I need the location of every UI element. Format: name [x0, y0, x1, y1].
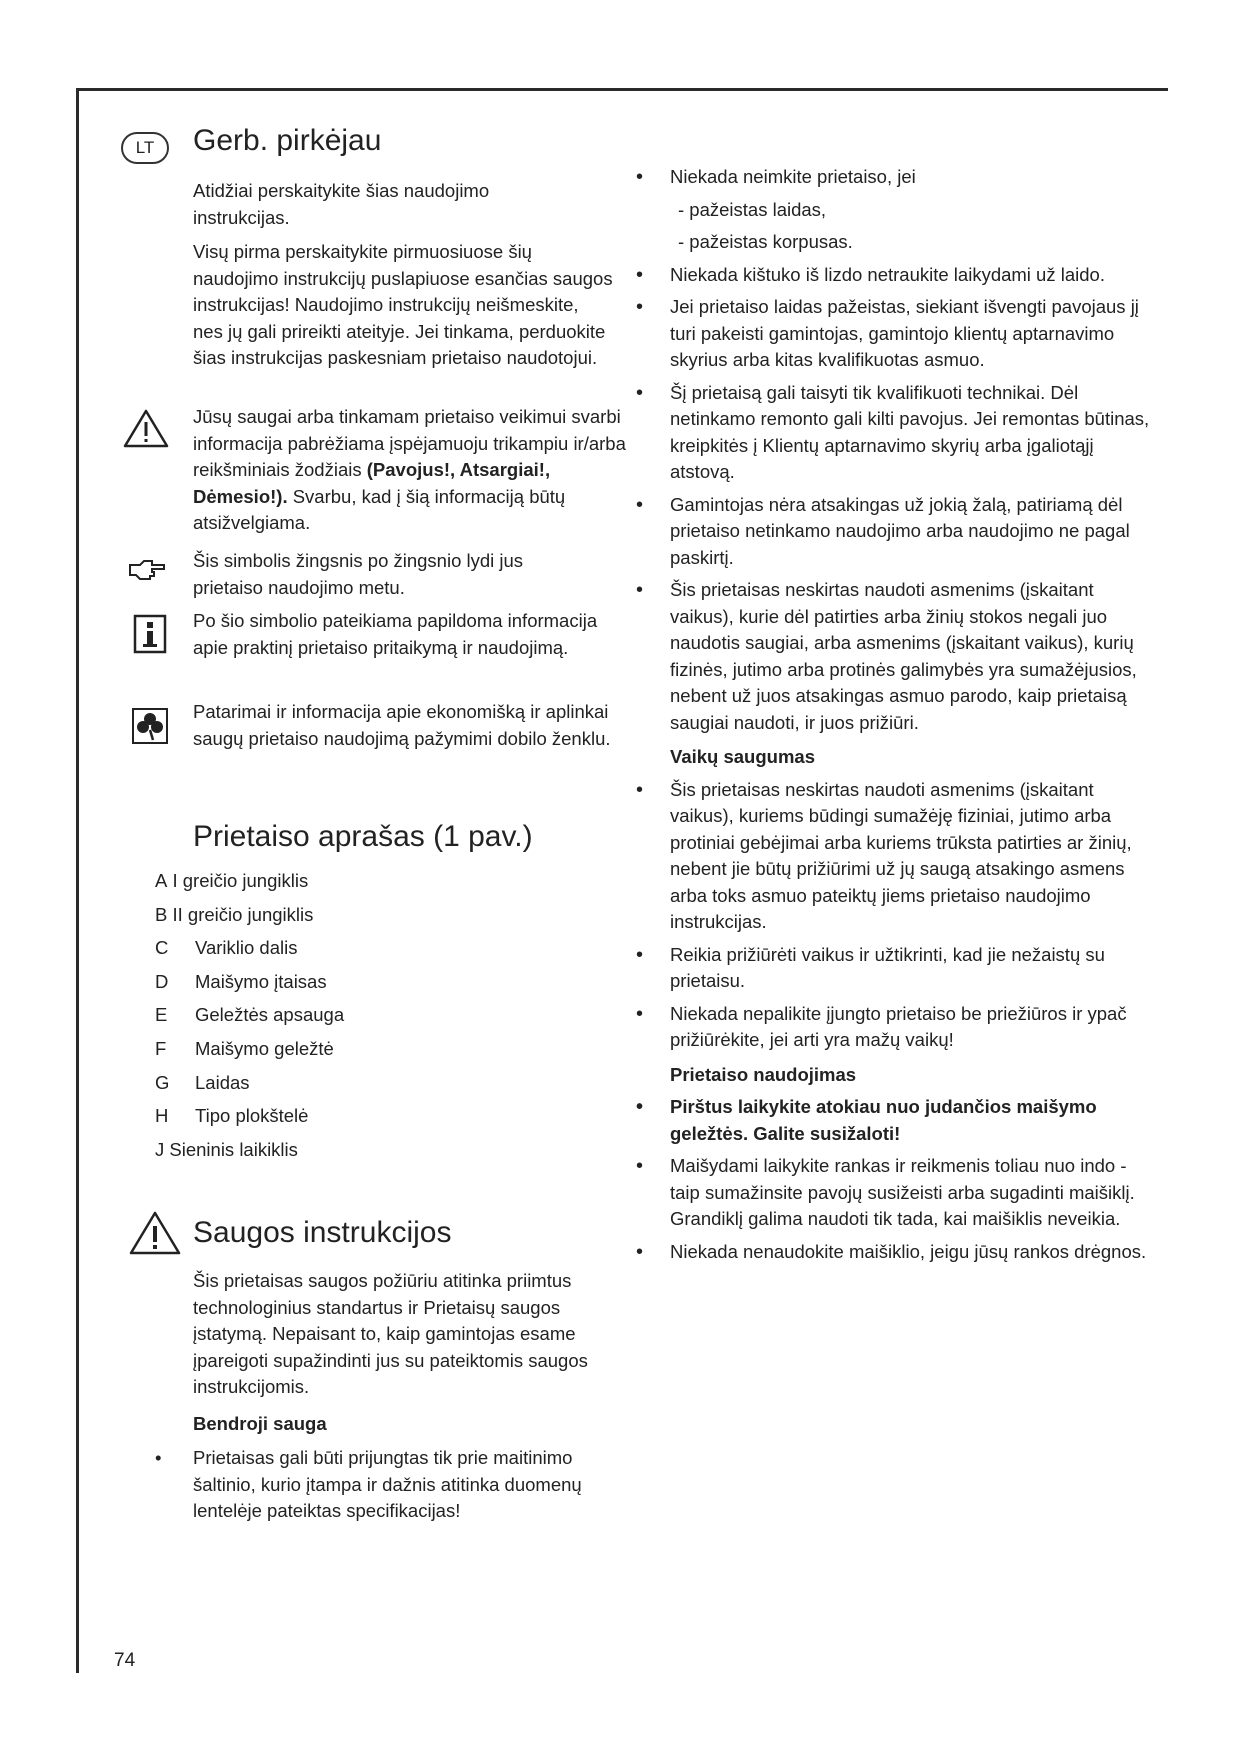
bullet-dot: • — [636, 1002, 644, 1025]
part-letter: H — [155, 1105, 169, 1127]
part-label: Laidas — [195, 1071, 250, 1093]
bullet-dot: • — [636, 579, 644, 601]
bullet-item — [636, 777, 1150, 936]
part-label: Tipo plokštelė — [195, 1105, 309, 1127]
part-letter: C — [155, 937, 169, 959]
part-label: II greičio jungiklis — [172, 903, 314, 925]
bullet-text: Šis prietaisas neskirtas naudoti asmenims (įskaitant vaikus), kuriems būdingi sumažėję fiziniai, jutimo arba protiniai gebėjimai arba kuriems trūksta patirties ar žinių, nebent jie būtų prižiūrimi už jų saugą atsakingo asmens arba toks asmuo pateiktų jiems prietaiso naudojimo instrukcijas. — [670, 778, 1132, 932]
bullet-item — [636, 1001, 1150, 1054]
part-label: Maišymo geležtė — [195, 1037, 334, 1059]
bullet-dot: • — [636, 263, 644, 286]
bullet-text: Niekada neimkite prietaiso, jei — [670, 166, 916, 187]
section-title-description: Prietaiso aprašas (1 pav.) — [193, 820, 533, 853]
bullet-text: Niekada kištuko iš lizdo netraukite laikydami už laido. — [670, 263, 1105, 285]
part-row-d — [155, 971, 535, 1005]
bullet-text: Niekada nenaudokite maišiklio, jeigu jūsų rankos drėgnos. — [670, 1240, 1147, 1262]
bullet-dot: • — [636, 493, 644, 516]
bullet-dot: • — [636, 778, 644, 801]
bullet-dot: • — [636, 1240, 644, 1263]
part-row-c — [155, 937, 535, 971]
bullet-item — [636, 1094, 1150, 1147]
bullet-item — [636, 492, 1150, 572]
bullet-text: Pirštus laikykite atokiau nuo judančios maišymo geležtės. Galite susižaloti! — [670, 1096, 1097, 1144]
parts-list — [155, 870, 535, 1172]
bullet-text: Niekada nepalikite įjungto prietaiso be priežiūros ir ypač prižiūrėkite, jei arti yra mažų vaikų! — [670, 1002, 1127, 1050]
bullet-text: Gamintojas nėra atsakingas už jokią žalą, patiriamą dėl prietaiso netinkamo naudojimo arba naudojimo ne pagal paskirtį. — [670, 493, 1130, 568]
bullet-dot: • — [636, 296, 644, 318]
bullet-item — [636, 1153, 1150, 1233]
bullet-dot: • — [636, 1155, 644, 1177]
part-label: I greičio jungiklis — [172, 870, 309, 891]
bullet-text: Maišydami laikykite rankas ir reikmenis toliau nuo indo - taip sumažinsite pavojų susižeisti arba sugadinti maišiklį. Grandiklį galima naudoti tik tada, kai maišiklis neveikia. — [670, 1155, 1135, 1229]
part-row-a — [155, 870, 535, 904]
page-number: 74 — [114, 1650, 136, 1671]
part-letter: B — [155, 903, 168, 925]
usage-heading: Prietaiso naudojimas — [670, 1063, 857, 1085]
part-letter: E — [155, 1004, 168, 1026]
bullet-text: Šį prietaisą gali taisyti tik kvalifikuoti technikai. Dėl netinkamo remonto gali kilti pavojus. Jei remontas būtinas, kreipkitės į Klientų aptarnavimo skyrių arba įgaliotąjį atstovą. — [670, 381, 1150, 482]
part-letter: F — [155, 1037, 167, 1059]
clover-eco-icon — [132, 708, 168, 744]
sub-item: - pažeistas laidas, — [678, 198, 827, 220]
warning-triangle-icon — [123, 408, 169, 448]
part-label: Geležtės apsauga — [195, 1004, 345, 1026]
hand-symbol-paragraph: Šis simbolis žingsnis po žingsnio lydi jus prietaiso naudojimo metu. — [193, 550, 524, 598]
part-letter: D — [155, 970, 169, 992]
bullet-item — [636, 164, 1150, 191]
bullet-dot: • — [636, 1096, 644, 1118]
page-frame-left — [76, 88, 79, 1673]
bullet-item — [636, 1239, 1150, 1266]
part-row-f — [155, 1038, 535, 1072]
bullet-item — [636, 577, 1150, 736]
info-symbol-paragraph: Po šio simbolio pateikiama papildoma informacija apie praktinį prietaiso pritaikymą ir naudojimą. — [193, 610, 598, 658]
warning-info-paragraph — [193, 404, 643, 537]
bullet-item — [636, 262, 1150, 289]
part-row-j — [155, 1139, 535, 1173]
warning-tail: Svarbu, kad į šią informaciją būtų atsižvelgiama. — [193, 485, 566, 533]
part-label: Variklio dalis — [195, 937, 298, 959]
part-label: Maišymo įtaisas — [195, 970, 327, 992]
warning-triangle-icon — [128, 1210, 182, 1256]
kids-safety-heading: Vaikų saugumas — [670, 746, 815, 767]
eco-symbol-paragraph: Patarimai ir informacija apie ekonomišką ir aplinkai saugų prietaiso naudojimą pažymimi dobilo ženklu. — [193, 701, 611, 749]
safety-intro-paragraph: Šis prietaisas saugos požiūriu atitinka priimtus technologinius standartus ir Prietaisų saugos įstatymą. Nepaisant to, kaip gamintojas esame įpareigoti supažindinti jus su pateiktomis saugos instrukcijomis. — [193, 1270, 588, 1397]
warning-text: Jūsų saugai arba tinkamam prietaiso veikimui svarbi informacija pabrėžiama įspėjamuoju trikampiu ir/arba reikšminiais žodžiais — [193, 406, 626, 480]
section-title-safety: Saugos instrukcijos — [193, 1216, 452, 1249]
bullet-dot: • — [636, 166, 644, 188]
page-frame-top — [76, 88, 1168, 91]
part-row-h — [155, 1105, 535, 1139]
general-safety-heading: Bendroji sauga — [193, 1413, 327, 1434]
section-title-dear-customer: Gerb. pirkėjau — [193, 124, 382, 157]
part-row-g — [155, 1072, 535, 1106]
bullet-item — [636, 380, 1150, 486]
bullet-text: Šis prietaisas neskirtas naudoti asmenims (įskaitant vaikus), kurie dėl patirties arba žinių stokos negali juo naudotis saugiai, arba asmenims (įskaitant vaikus), kurių fizinės, jutimo arba protinės galimybės yra sumažėjusios, nebent už juos atsakingas asmuo parodo, kaip prietaisą saugiai naudoti, ir juos prižiūri. — [670, 579, 1137, 733]
part-letter: J — [155, 1138, 165, 1160]
bullet-text: Reikia prižiūrėti vaikus ir užtikrinti, kad jie nežaistų su prietaisu. — [670, 943, 1105, 991]
bullet-item — [636, 942, 1150, 995]
part-letter: G — [155, 1071, 170, 1093]
part-row-e — [155, 1004, 535, 1038]
bullet-text: Jei prietaiso laidas pažeistas, siekiant išvengti pavojaus jį turi pakeisti gamintojas, gamintojo klientų aptarnavimo skyrius arba kitas kvalifikuotas asmuo. — [670, 296, 1139, 370]
part-label: Sieninis laikiklis — [169, 1138, 298, 1160]
warning-keywords: (Pavojus!, Atsargiai!, Dėmesio!). — [193, 459, 551, 507]
part-row-b — [155, 904, 535, 938]
language-badge: LT — [121, 132, 169, 164]
bullet-item — [636, 294, 1150, 374]
pointing-hand-icon — [128, 557, 168, 583]
sub-item: - pažeistas korpusas. — [678, 231, 853, 252]
right-column — [636, 164, 1150, 1265]
part-letter: A — [155, 870, 168, 891]
safety-bullet-power-supply — [155, 1445, 593, 1525]
intro-paragraph-2: Visų pirma perskaitykite pirmuosiuose šių naudojimo instrukcijų puslapiuose esančias saugos instrukcijas! Naudojimo instrukcijų neišmeskite, nes jų gali prireikti ateityje. Jei tinkama, perduokite šias instrukcijas paskesniam prietaiso naudotojui. — [193, 241, 613, 368]
bullet-dot: • — [155, 1447, 162, 1468]
bullet-text: Prietaisas gali būti prijungtas tik prie maitinimo šaltinio, kurio įtampa ir dažnis atitinka duomenų lentelėje pateiktas specifikacijas! — [193, 1447, 582, 1521]
info-icon — [133, 614, 167, 654]
bullet-dot: • — [636, 943, 644, 966]
bullet-dot: • — [636, 381, 644, 404]
intro-paragraph-1: Atidžiai perskaitykite šias naudojimo instrukcijas. — [193, 180, 490, 228]
